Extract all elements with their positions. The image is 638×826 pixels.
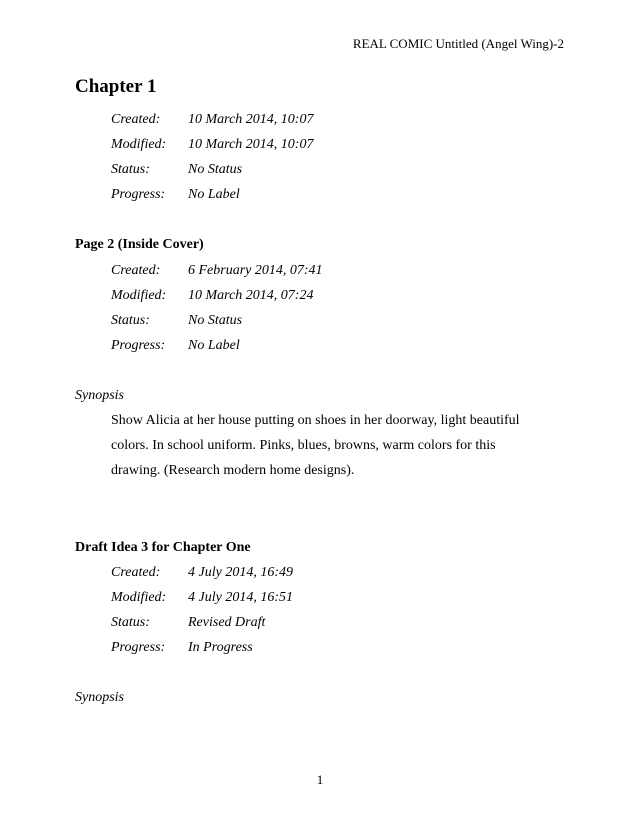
meta-label: Modified: [111,288,167,303]
meta-value: 10 March 2014, 10:07 [188,137,314,152]
chapter-status-row [111,162,242,178]
draft-status-row [111,615,265,631]
meta-label: Modified: [111,590,167,605]
meta-value: 4 July 2014, 16:49 [188,565,293,580]
meta-value: 10 March 2014, 10:07 [188,112,314,127]
synopsis-line: colors. In school uniform. Pinks, blues, browns, warm colors for this [111,438,496,453]
chapter-created-row [111,112,313,128]
draft-created-row [111,565,293,581]
meta-label: Status: [111,313,150,328]
meta-label: Progress: [111,338,166,353]
page-number: 1 [316,772,324,787]
meta-label: Status: [111,162,150,177]
page2-status-row [111,313,242,329]
page2-progress-row [111,338,240,354]
meta-label: Created: [111,263,161,278]
meta-value: No Label [188,338,240,353]
chapter-title: Chapter 1 [75,76,157,97]
draft-synopsis-heading: Synopsis [75,690,124,705]
meta-value: No Status [188,162,243,177]
running-header: REAL COMIC Untitled (Angel Wing)-2 [352,36,564,51]
meta-label: Status: [111,615,150,630]
draft-modified-row [111,590,293,606]
draft-title: Draft Idea 3 for Chapter One [75,540,251,555]
chapter-modified-row [111,137,313,153]
meta-value: In Progress [188,640,253,655]
page2-title: Page 2 (Inside Cover) [75,237,204,252]
synopsis-line: drawing. (Research modern home designs). [111,463,355,478]
draft-progress-row [111,640,253,656]
meta-label: Created: [111,112,161,127]
page2-modified-row [111,288,313,304]
meta-value: 4 July 2014, 16:51 [188,590,293,605]
synopsis-line: Show Alicia at her house putting on shoes in her doorway, light beautiful [111,413,520,428]
meta-label: Created: [111,565,161,580]
meta-label: Progress: [111,187,166,202]
meta-value: No Status [188,313,243,328]
meta-label: Modified: [111,137,167,152]
meta-value: No Label [188,187,240,202]
meta-label: Progress: [111,640,166,655]
meta-value: 6 February 2014, 07:41 [188,263,323,278]
meta-value: Revised Draft [188,615,266,630]
page2-synopsis-heading: Synopsis [75,388,124,403]
page2-created-row [111,263,323,279]
chapter-progress-row [111,187,240,203]
meta-value: 10 March 2014, 07:24 [188,288,314,303]
